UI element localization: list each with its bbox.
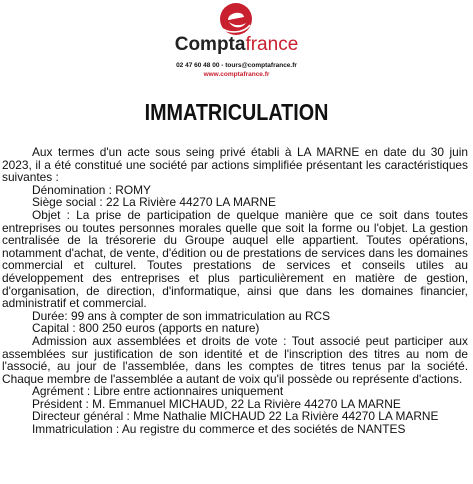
notice-body — [2, 146, 468, 436]
duree-line: Durée: 99 ans à compter de son immatriculation au RCS — [32, 308, 331, 323]
president-line: Président : M. Emmanuel MICHAUD, 22 La Rivière 44270 LA MARNE — [32, 396, 401, 411]
website-link[interactable]: www.comptafrance.fr — [203, 71, 270, 78]
comptafrance-logo-icon — [219, 2, 253, 36]
siege-line: Siège social : 22 La Rivière 44270 LA MARNE — [32, 195, 276, 210]
contact-line: 02 47 60 48 00 - tours@comptafrance.fr — [176, 62, 297, 69]
objet-paragraph: Objet : La prise de participation de quelque manière que ce soit dans toutes entreprises ou toutes personnes morales quelle que soit la forme ou l'objet. La gestion centralisée de la trésorerie du Groupe auquel elle appartient. Toutes opérations, notamment d'achat, de vente, d'édition ou de prestations de services dans les domaines commercial et culturel. Toutes prestations de services et conseils utiles au développement des entreprises et plus particulièrement en matière de gestion, d'organisation, de direction, d'informatique, ainsi que dans les domaines financier, administratif et commercial. — [2, 207, 468, 311]
capital-line: Capital : 800 250 euros (apports en nature) — [32, 321, 260, 336]
immatriculation-line: Immatriculation : Au registre du commerce et des sociétés de NANTES — [32, 422, 406, 437]
brand-name-light: france — [245, 34, 299, 55]
intro-paragraph: Aux termes d'un acte sous seing privé établi à LA MARNE en date du 30 juin 2023, il a été constitué une société par actions simplifiée présentant les caractéristiques suivantes : — [2, 145, 468, 185]
notice-title: IMMATRICULATION — [144, 99, 329, 125]
agrement-line: Agrément : Libre entre actionnaires uniquement — [32, 384, 284, 399]
brand-name — [0, 34, 473, 56]
directeur-line: Directeur général : Mme Nathalie MICHAUD 22 La Rivière 44270 LA MARNE — [32, 409, 439, 424]
denomination-line: Dénomination : ROMY — [32, 182, 151, 197]
admission-paragraph: Admission aux assemblées et droits de vote : Tout associé peut participer aux assemblées sur justification de son identité et de l'inscription des titres au nom de l'associé, au jour de l'assemblée, dans les comptes de titres tenus par la société. Chaque membre de l'assemblée a autant de voix qu'il possède ou représente d'actions. — [2, 333, 468, 386]
brand-name-bold: Compta — [174, 34, 246, 55]
